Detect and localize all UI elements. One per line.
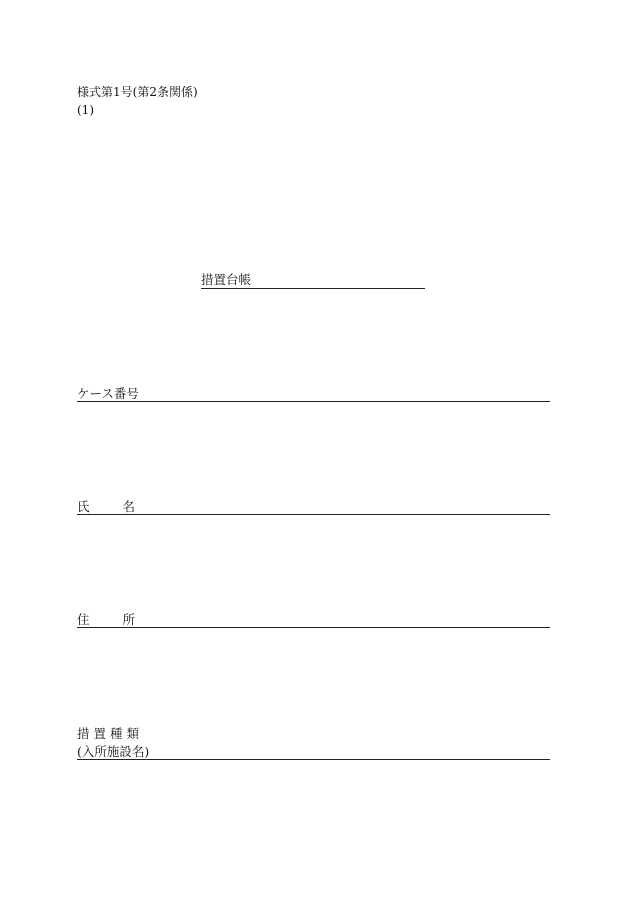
form-number-label: 様式第1号(第2条関係) — [77, 85, 198, 99]
name-label — [77, 499, 135, 514]
facility-name-label: (入所施設名) — [77, 744, 150, 759]
address-label — [77, 612, 135, 627]
address-field[interactable] — [77, 612, 550, 628]
name-label-second: 名 — [122, 499, 135, 514]
address-label-second: 所 — [122, 612, 135, 627]
case-number-label: ケース番号 — [77, 386, 139, 401]
name-field[interactable] — [77, 499, 550, 515]
case-number-field[interactable] — [77, 386, 550, 402]
section-number: (1) — [77, 103, 94, 117]
measure-type-label: 措置種類 — [77, 726, 144, 741]
ledger-title — [201, 273, 425, 289]
name-label-first: 氏 — [77, 499, 104, 514]
facility-name-field[interactable] — [77, 744, 550, 760]
address-label-first: 住 — [77, 612, 104, 627]
ledger-title-text: 措置台帳 — [201, 272, 252, 287]
